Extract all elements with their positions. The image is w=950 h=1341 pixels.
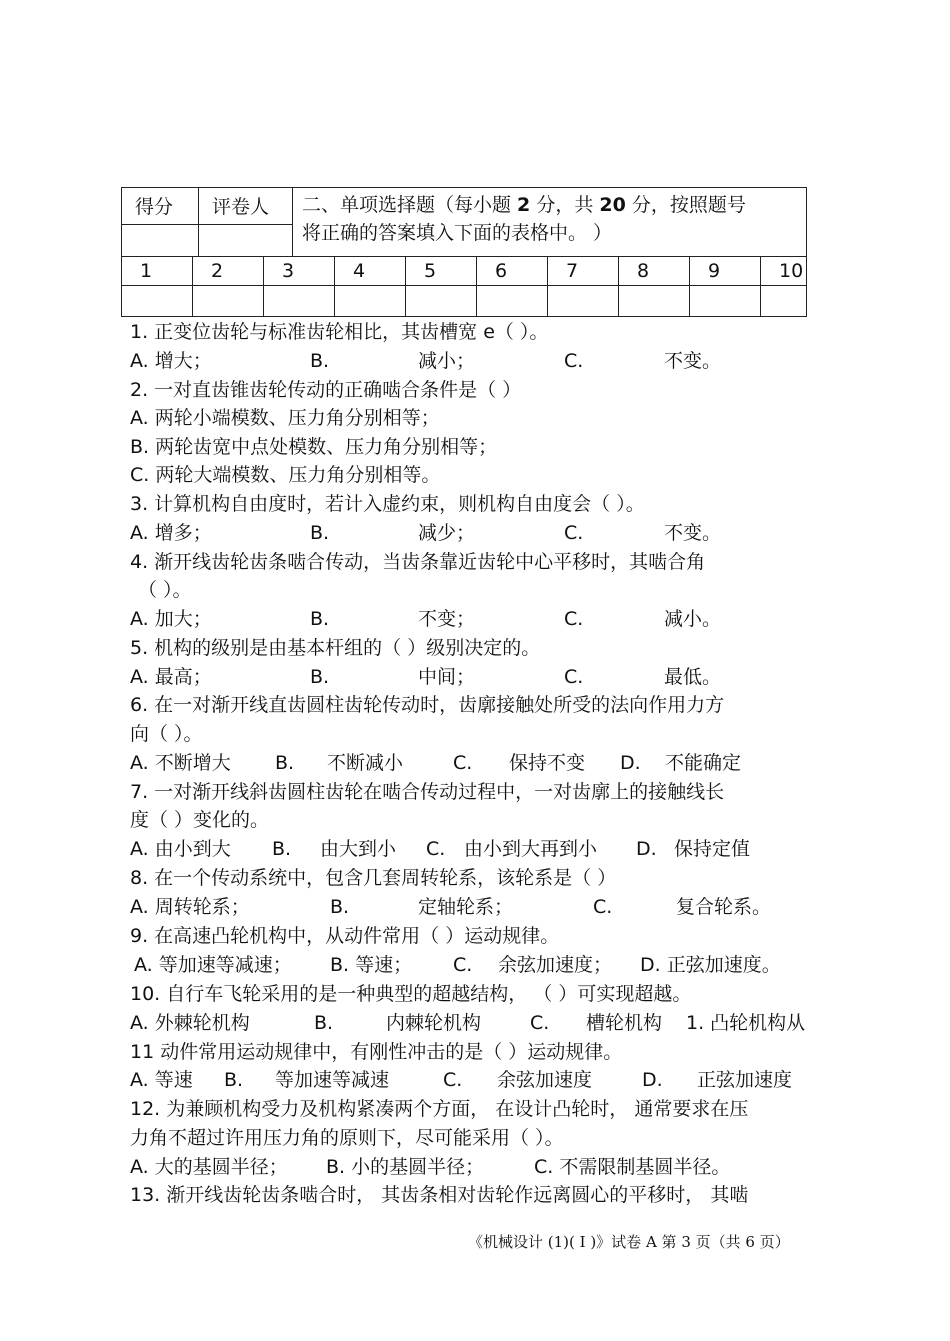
text-segment: C. 不需限制基圆半径。 bbox=[534, 1156, 731, 1178]
text-segment: C. bbox=[564, 522, 584, 544]
text-segment: 保持定值 bbox=[674, 838, 751, 860]
text-segment: 等加速等减速 bbox=[275, 1069, 390, 1091]
text-segment: B. bbox=[314, 1012, 334, 1034]
text-segment: D. bbox=[642, 1069, 663, 1091]
text-segment: C. bbox=[530, 1012, 550, 1034]
text-segment: C. bbox=[593, 896, 613, 918]
text-segment: B. bbox=[310, 666, 330, 688]
text-segment: C. bbox=[564, 350, 584, 372]
text-segment: 12. 为兼顾机构受力及机构紧凑两个方面， 在设计凸轮时， 通常要求在压 bbox=[130, 1098, 749, 1120]
answer-number-cell: 8 bbox=[619, 257, 690, 286]
answer-grid bbox=[121, 257, 807, 317]
text-segment: 余弦加速度； bbox=[498, 954, 613, 976]
text-segment: 复合轮系。 bbox=[676, 896, 772, 918]
header-divider bbox=[122, 224, 293, 225]
text-segment: A. 等速 bbox=[130, 1069, 193, 1091]
text-segment: A. 大的基圆半径； bbox=[130, 1156, 288, 1178]
text-segment: B. bbox=[310, 522, 330, 544]
text-segment: 不断减小 bbox=[327, 752, 404, 774]
text-segment: 2. 一对直齿锥齿轮传动的正确啮合条件是（ ） bbox=[130, 379, 522, 401]
answer-number-cell: 3 bbox=[264, 257, 335, 286]
text-segment: 减小。 bbox=[664, 608, 722, 630]
text-segment: A. 两轮小端模数、压力角分别相等； bbox=[130, 407, 440, 429]
answer-number-cell: 6 bbox=[477, 257, 548, 286]
answer-blank-cell bbox=[548, 286, 619, 316]
answer-number-cell: 4 bbox=[335, 257, 406, 286]
answer-blank-cell bbox=[619, 286, 690, 316]
text-segment: D. 正弦加速度。 bbox=[640, 954, 781, 976]
text-segment: 度（ ）变化的。 bbox=[130, 809, 270, 831]
text-segment: B. bbox=[275, 752, 295, 774]
grader-label: 评卷人 bbox=[212, 196, 270, 218]
answer-number-cell: 10 bbox=[761, 257, 806, 286]
text-segment: 13. 渐开线齿轮齿条啮合时， 其齿条相对齿轮作远离圆心的平移时， 其啮 bbox=[130, 1184, 749, 1206]
text-segment: 由大到小 bbox=[320, 838, 397, 860]
text-segment: B. bbox=[224, 1069, 244, 1091]
text-segment: 减小； bbox=[418, 350, 476, 372]
text-segment: C. bbox=[453, 954, 473, 976]
answer-number-cell: 1 bbox=[122, 257, 193, 286]
text-segment: A. 增大； bbox=[130, 350, 212, 372]
text-segment: 1. 正变位齿轮与标准齿轮相比，其齿槽宽 e（ ）。 bbox=[130, 321, 549, 343]
text-segment: 不变； bbox=[418, 608, 476, 630]
text-segment: A. 等加速等减速； bbox=[134, 954, 292, 976]
text-segment: D. bbox=[636, 838, 657, 860]
answer-blank-cell bbox=[122, 286, 193, 316]
text-segment: 9. 在高速凸轮机构中，从动件常用（ ）运动规律。 bbox=[130, 925, 560, 947]
text-segment: 11 动件常用运动规律中，有刚性冲击的是（ ）运动规律。 bbox=[130, 1041, 623, 1063]
text-segment: C. bbox=[426, 838, 446, 860]
text-segment: D. bbox=[620, 752, 641, 774]
text-segment: 不变。 bbox=[664, 522, 722, 544]
text-segment: C. bbox=[443, 1069, 463, 1091]
text-segment: A. 周转轮系； bbox=[130, 896, 250, 918]
text-segment: B. bbox=[310, 608, 330, 630]
text-segment: 中间； bbox=[418, 666, 476, 688]
text-segment: B. bbox=[310, 350, 330, 372]
text-segment: 减少； bbox=[418, 522, 476, 544]
text-segment: 1. 凸轮机构从 bbox=[686, 1012, 806, 1034]
answer-number-cell: 5 bbox=[406, 257, 477, 286]
text-segment: 正弦加速度 bbox=[697, 1069, 793, 1091]
text-segment: 由小到大再到小 bbox=[464, 838, 598, 860]
text-segment: C. bbox=[453, 752, 473, 774]
text-segment: 力角不超过许用压力角的原则下，尽可能采用（ ）。 bbox=[130, 1127, 564, 1149]
text-segment: B. bbox=[272, 838, 292, 860]
text-segment: 不变。 bbox=[664, 350, 722, 372]
answer-blank-cell bbox=[761, 286, 806, 316]
score-label: 得分 bbox=[135, 196, 174, 218]
text-segment: 保持不变 bbox=[509, 752, 586, 774]
text-segment: C. 两轮大端模数、压力角分别相等。 bbox=[130, 464, 441, 486]
text-segment: 7. 一对渐开线斜齿圆柱齿轮在啮合传动过程中，一对齿廓上的接触线长 bbox=[130, 781, 725, 803]
text-segment: A. 加大； bbox=[130, 608, 212, 630]
text-segment: C. bbox=[564, 666, 584, 688]
text-segment: 6. 在一对渐开线直齿圆柱齿轮传动时，齿廓接触处所受的法向作用力方 bbox=[130, 694, 725, 716]
text-segment: 向（ ）。 bbox=[130, 723, 203, 745]
answer-blank-cell bbox=[690, 286, 761, 316]
answer-number-cell: 9 bbox=[690, 257, 761, 286]
text-segment: 8. 在一个传动系统中，包含几套周转轮系，该轮系是（ ） bbox=[130, 867, 617, 889]
answer-blank-cell bbox=[335, 286, 406, 316]
text-segment: A. 外棘轮机构 bbox=[130, 1012, 250, 1034]
answer-blank-cell bbox=[477, 286, 548, 316]
text-segment: 余弦加速度 bbox=[497, 1069, 593, 1091]
text-segment: 槽轮机构 bbox=[586, 1012, 663, 1034]
answer-blank-cell bbox=[264, 286, 335, 316]
answer-blank-cell bbox=[193, 286, 264, 316]
text-segment: 定轴轮系； bbox=[418, 896, 514, 918]
text-segment: B. 小的基圆半径； bbox=[326, 1156, 485, 1178]
text-segment: A. 最高； bbox=[130, 666, 212, 688]
text-segment: 内棘轮机构 bbox=[386, 1012, 482, 1034]
text-segment: 5. 机构的级别是由基本杆组的（ ）级别决定的。 bbox=[130, 637, 541, 659]
section-instructions: 二、单项选择题（每小题 2 分，共 20 分，按照题号 将正确的答案填入下面的表格中。 ） bbox=[302, 194, 746, 244]
score-header-table bbox=[121, 187, 807, 257]
text-segment: 3. 计算机构自由度时，若计入虚约束，则机构自由度会（ ）。 bbox=[130, 493, 645, 515]
text-segment: B. 等速； bbox=[330, 954, 413, 976]
text-segment: 不能确定 bbox=[665, 752, 742, 774]
text-segment: 4. 渐开线齿轮齿条啮合传动，当齿条靠近齿轮中心平移时，其啮合角 bbox=[130, 551, 706, 573]
page-footer: 《机械设计 (1)( Ⅰ )》试卷 A 第 3 页（共 6 页） bbox=[468, 1233, 790, 1251]
answer-number-cell: 2 bbox=[193, 257, 264, 286]
answer-number-cell: 7 bbox=[548, 257, 619, 286]
text-segment: A. 由小到大 bbox=[130, 838, 231, 860]
text-segment: B. bbox=[330, 896, 350, 918]
text-segment: B. 两轮齿宽中点处模数、压力角分别相等； bbox=[130, 436, 498, 458]
text-segment: A. 增多； bbox=[130, 522, 212, 544]
text-segment: 最低。 bbox=[664, 666, 722, 688]
text-segment: 10. 自行车飞轮采用的是一种典型的超越结构， （ ）可实现超越。 bbox=[130, 983, 692, 1005]
text-segment: （ ）。 bbox=[138, 579, 192, 601]
answer-blank-cell bbox=[406, 286, 477, 316]
text-segment: C. bbox=[564, 608, 584, 630]
text-segment: A. 不断增大 bbox=[130, 752, 231, 774]
